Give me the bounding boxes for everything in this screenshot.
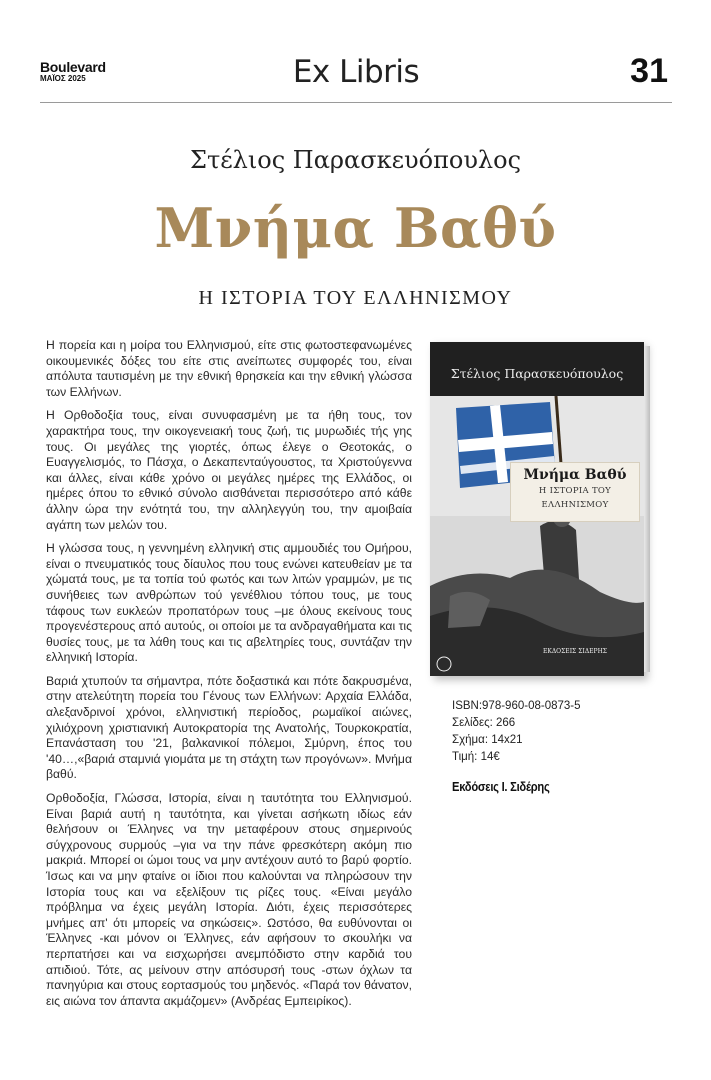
article-paragraph: Βαριά χτυπούν τα σήμαντρα, πότε δοξαστικά και πότε δακρυσμένα, στην ατελεύτητη πορεία του Γένους των Ελλήνων: Αρχαία Ελλάδα, αλεξανδρινοί χρόνοι, ελληνιστική περίοδος, ρωμαϊκοί αιώνες, χιλιόχρονη χριστιανική Αυτοκρατορία της Ανατολής, Τουρκοκρατία, Επανάσταση του '21, βαλκανικοί πόλεμοι, Σμύρνη, έπος του '40…,«βαριά σταμνιά γιομάτα με τη στάχτη των προγόνων». Μνήμα βαθύ. xyxy=(46,673,412,782)
cover-title-box xyxy=(510,462,640,522)
article-title: Μνήμα Βαθύ xyxy=(154,196,557,260)
magazine-name: Boulevard xyxy=(40,59,106,75)
cover-author: Στέλιος Παρασκευόπουλος xyxy=(450,366,624,381)
issue-date: ΜΑΪΟΣ 2025 xyxy=(40,74,86,83)
page-header xyxy=(40,52,672,103)
book-price: Τιμή: 14€ xyxy=(452,751,500,763)
article-subtitle: Η ΙΣΤΟΡΙΑ ΤΟΥ ΕΛΛΗΝΙΣΜΟΥ xyxy=(198,287,513,309)
cover-subtitle-line2: ΕΛΛΗΝΙΣΜΟΥ xyxy=(541,500,609,510)
book-format: Σχήμα: 14x21 xyxy=(452,734,523,746)
book-page-edge xyxy=(644,346,650,672)
book-isbn: ISBN:978-960-08-0873-5 xyxy=(452,700,581,712)
article-paragraph: Η πορεία και η μοίρα του Ελληνισμού, είτε στις φωτοστεφανωμένες οικουμενικές δόξες του είτε στις ανείπωτες συμφορές του, είναι απόλυτα ταυτισμένη με την εθνική θρησκεία και την εθνική γλώσσα των Ελλήνων. xyxy=(46,338,412,399)
book-details xyxy=(452,698,581,766)
book-cover xyxy=(430,342,644,676)
article-paragraph: Η γλώσσα τους, η γεννημένη ελληνική στις αμμουδιές του Ομήρου, είναι ο πνευματικός τους δίαυλος που τους ενώνει κατευθείαν με τα χώματά τους, με τα τοπία τού φωτός και των λιτών γραμμών, με τις συνήθειες των ανθρώπων τού γενέθλιου τόπου τους, με τους τάφους των ευκλεών προπατόρων τους –με όλους εκείνους τους προγενέστερους από αυτούς, οι οποίοι με τα ανδραγαθήματα και τις θυσίες τους, με τα λάθη τους και τις αβελτηρίες τους, συντάζαν την ελληνική Ιστορία. xyxy=(46,541,412,665)
cover-illustration xyxy=(430,396,644,676)
section-title: Ex Libris xyxy=(292,54,420,90)
article-paragraph: Η Ορθοδοξία τους, είναι συνυφασμένη με τα ήθη τους, τον χαρακτήρα τους, την οικογενειακή τους ζωή, τις μυρωδιές τής γης τους. Οι μεγάλες της γιορτές, όπως έλεγε ο Θεοτοκάς, ο Ευαγγελισμός, το Πάσχα, ο Δεκαπενταύγουστος, τα Χριστούγεννα και άλλες, είναι κάθε χρόνο οι μεγάλες ημέρες της Ελλάδος, οι ημέρες όπου το εθνικό σύνολο αισθάνεται περισσότερο από κάθε άλλην ώρα την ενότητά του, την αλληλεγγύη του, την αμοιβαία αγάπη των μελών του. xyxy=(46,408,412,532)
article-body xyxy=(46,338,412,1017)
cover-publisher: ΕΚΔΟΣΕΙΣ ΣΙΔΕΡΗΣ xyxy=(542,648,608,655)
cover-title: Μνήμα Βαθύ xyxy=(523,467,627,483)
book-cover-image xyxy=(430,336,688,678)
book-pages: Σελίδες: 266 xyxy=(452,717,516,729)
page-number: 31 xyxy=(630,52,668,90)
cover-subtitle-line1: Η ΙΣΤΟΡΙΑ ΤΟΥ xyxy=(538,486,612,496)
article-author: Στέλιος Παρασκευόπουλος xyxy=(189,146,522,174)
article-paragraph: Ορθοδοξία, Γλώσσα, Ιστορία, είναι η ταυτότητα του Ελληνισμού. Είναι βαριά αυτή η ταυτότητα, και γίνεται ασήκωτη ιδίως εάν θελήσουν οι Έλληνες να την μεταφέρουν στους σημερινούς σύγχρονους συρμούς –για να την πάνε φρεσκότερη ακόμη πιο μακριά. Μπορεί οι ώμοι τους να μην αντέχουν αυτό το βαρύ φορτίο. Ίσως και να μην φταίνε οι ίδιοι που καλούνται να πληρώσουν την Ιστορία τους και να εξελίξουν τις ρίζες τους. «Είναι μεγάλο πρόβλημα να έχεις μεγάλη Ιστορία. Διότι, έχεις περισσότερες μνήμες απ' ότι μπορείς να σηκώσεις». Ωστόσο, θα ευθύνονται οι Έλληνες -και μόνον οι Έλληνες, εάν αφήσουν το σκουλήκι να περπατήσει και να εισχωρήσει ανεμπόδιστο στην καρδιά του απιδιού. Τότε, ας μείνουν στην απόσυρσή τους -στων όχλων τα πανηγύρια και στους εορτασμούς του μηδενός. «Παρά τον θάνατον, εις αιώνα τον άπαντα ακμάζομεν» (Ανδρέας Εμπειρίκος). xyxy=(46,791,412,1008)
book-publisher: Εκδόσεις Ι. Σιδέρης xyxy=(452,779,550,794)
